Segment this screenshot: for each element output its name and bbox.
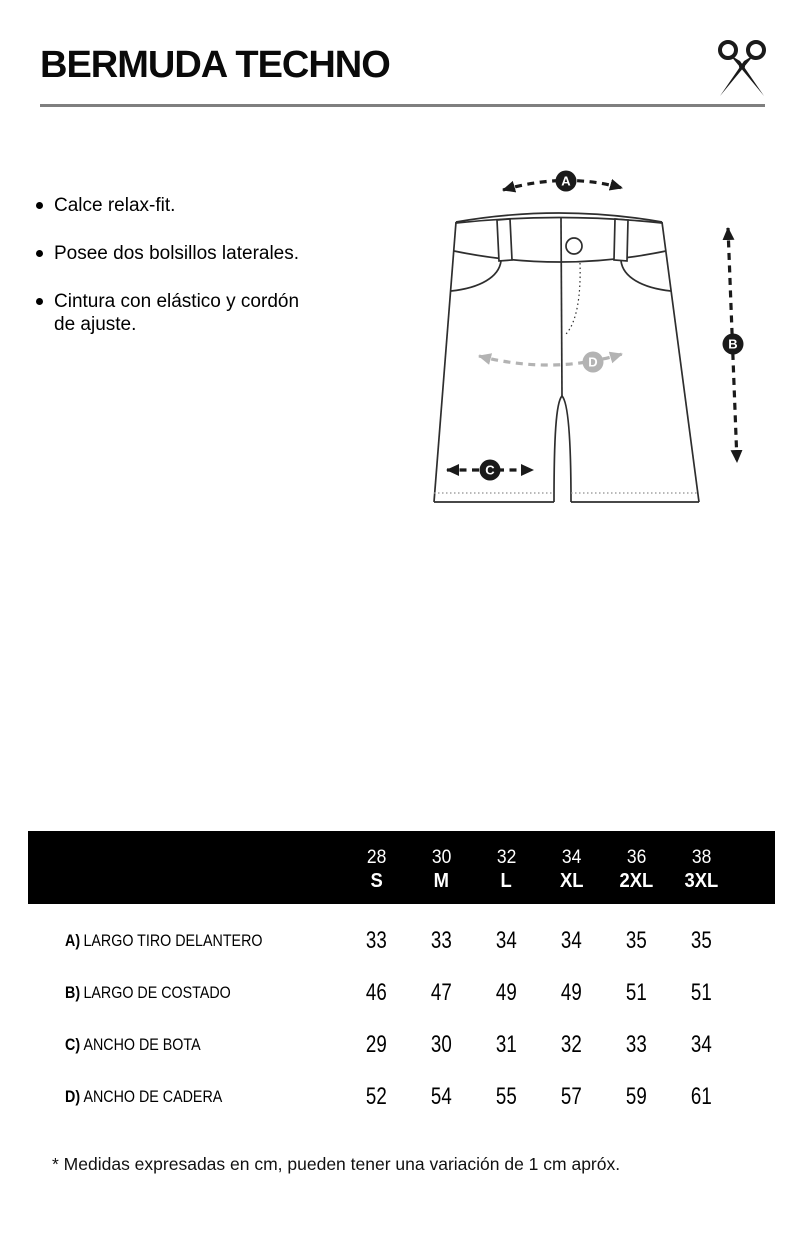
cell: 35 (626, 927, 647, 954)
size-number: 30 (431, 847, 452, 868)
cell: 49 (561, 979, 582, 1006)
inseam (554, 396, 571, 502)
cell: 33 (366, 927, 387, 954)
size-letter: 2XL (619, 870, 654, 892)
badge-c-label: C (485, 462, 495, 478)
cell: 52 (366, 1083, 387, 1110)
cell: 32 (561, 1031, 582, 1058)
row-key: D) (65, 1087, 81, 1106)
row-title: LARGO TIRO DELANTERO (83, 931, 263, 950)
fly-stitch (566, 263, 580, 334)
cell: 30 (431, 1031, 452, 1058)
row-label (28, 931, 344, 951)
size-column-header (474, 831, 539, 904)
page-title: BERMUDA TECHNO (40, 44, 390, 86)
cell: 31 (496, 1031, 517, 1058)
header-divider (40, 104, 765, 107)
feature-item: Calce relax-fit. (36, 194, 321, 217)
size-letter: L (500, 870, 513, 892)
cell: 51 (691, 979, 712, 1006)
cell: 29 (366, 1031, 387, 1058)
size-number: 34 (561, 847, 582, 868)
belt-loop (497, 219, 512, 261)
size-column-header (604, 831, 669, 904)
row-key: C) (65, 1035, 81, 1054)
header-spacer (28, 831, 344, 904)
size-number: 38 (691, 847, 712, 868)
cell: 49 (496, 979, 517, 1006)
row-label (28, 1035, 344, 1055)
cell: 51 (626, 979, 647, 1006)
size-table-body (28, 904, 775, 1123)
right-side-seam (662, 222, 699, 502)
row-title: ANCHO DE CADERA (83, 1087, 223, 1106)
size-column-header (344, 831, 409, 904)
size-letter: 3XL (684, 870, 719, 892)
scissors-handle (720, 42, 736, 58)
row-key: A) (65, 931, 81, 950)
left-pocket (451, 261, 501, 291)
cell: 34 (691, 1031, 712, 1058)
table-row (28, 915, 775, 967)
left-side-seam (434, 222, 456, 502)
waistband-seam (454, 251, 666, 262)
badge-b-label: B (728, 336, 738, 352)
row-title: LARGO DE COSTADO (83, 983, 231, 1002)
size-column-header (409, 831, 474, 904)
button (566, 238, 582, 254)
badge-a-label: A (561, 173, 571, 189)
cell: 35 (691, 927, 712, 954)
size-column-header (539, 831, 604, 904)
feature-item: Posee dos bolsillos laterales. (36, 242, 321, 265)
cell: 33 (431, 927, 452, 954)
row-label (28, 983, 344, 1003)
row-label (28, 1087, 344, 1107)
size-number: 28 (366, 847, 387, 868)
size-table (28, 831, 775, 1123)
cell: 59 (626, 1083, 647, 1110)
size-number: 32 (496, 847, 517, 868)
cell: 34 (496, 927, 517, 954)
shorts-diagram (415, 160, 765, 512)
cell: 46 (366, 979, 387, 1006)
scissors-pivot (739, 64, 745, 70)
size-letter: XL (559, 870, 584, 892)
size-letter: M (433, 870, 450, 892)
center-front-seam (561, 218, 562, 396)
right-pocket (621, 261, 671, 291)
cell: 47 (431, 979, 452, 1006)
badge-d-label: D (588, 354, 598, 370)
size-column-header (669, 831, 734, 904)
size-table-header (28, 831, 775, 904)
cell: 54 (431, 1083, 452, 1110)
table-row (28, 1019, 775, 1071)
shorts-outline (434, 213, 699, 502)
cell: 33 (626, 1031, 647, 1058)
table-row (28, 1071, 775, 1123)
scissors-handle (748, 42, 764, 58)
scissors-icon (714, 38, 770, 100)
measurement-note: * Medidas expresadas en cm, pueden tener una variación de 1 cm apróx. (52, 1154, 621, 1174)
waist-front-rim (456, 218, 662, 224)
row-key: B) (65, 983, 81, 1002)
cell: 34 (561, 927, 582, 954)
cell: 61 (691, 1083, 712, 1110)
cell: 57 (561, 1083, 582, 1110)
size-number: 36 (626, 847, 647, 868)
belt-loop (614, 219, 628, 261)
size-letter: S (370, 870, 383, 892)
feature-list (36, 194, 321, 361)
cell: 55 (496, 1083, 517, 1110)
table-row (28, 967, 775, 1019)
feature-item: Cintura con elástico y cordón de ajuste. (36, 290, 321, 336)
row-title: ANCHO DE BOTA (83, 1035, 201, 1054)
